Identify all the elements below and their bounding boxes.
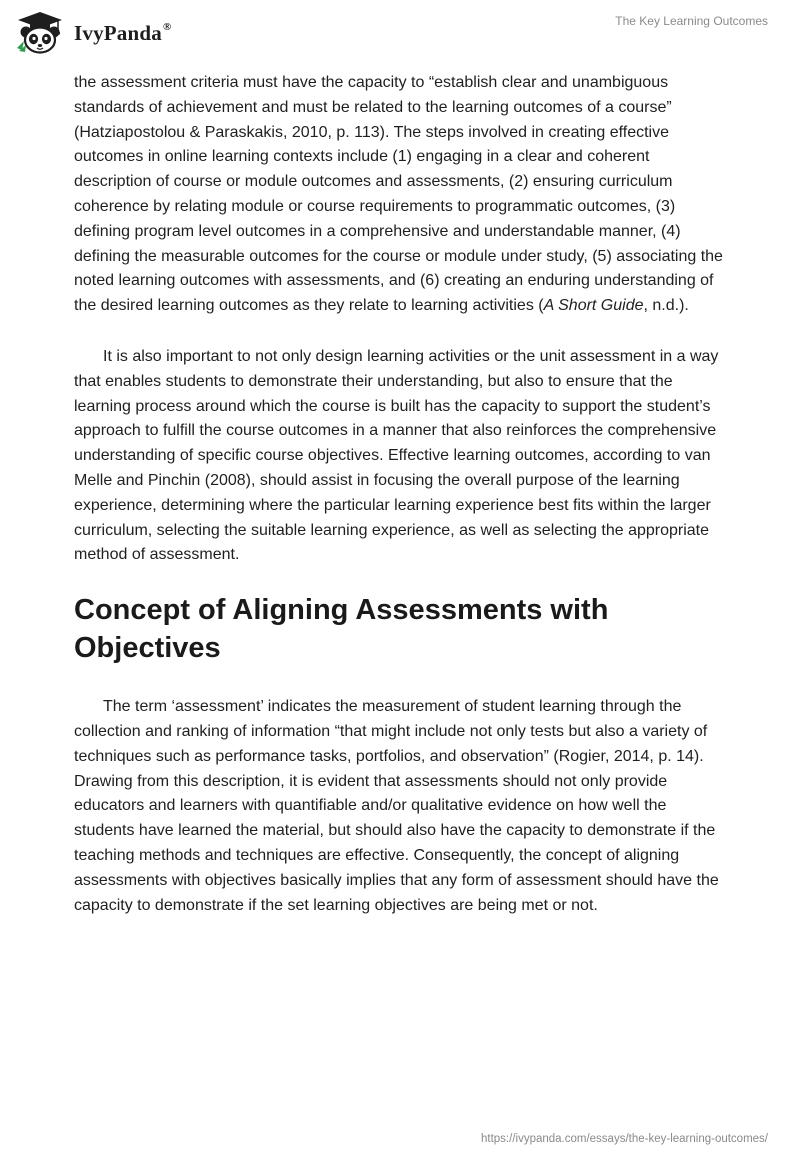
essay-content (74, 71, 730, 918)
brand-logo[interactable] (14, 10, 171, 54)
panda-graduate-icon (14, 10, 66, 54)
paragraph-3: The term ‘assessment’ indicates the measurement of student learning through the collection and ranking of information “that might include not only tests but also a variety of techniques such as performance tasks, portfolios, and observation” (Rogier, 2014, p. 14). Drawing from this description, it is evident that assessments should not only provide educators and learners with quantifiable and/or qualitative evidence on how well the students have learned the material, but should also have the capacity to demonstrate if the teaching methods and techniques are effective. Consequently, the concept of aligning assessments with objectives basically implies that any form of assessment should have the capacity to demonstrate if the set learning objectives are being met or not. (74, 698, 719, 914)
paragraph-1-text: the assessment criteria must have the capacity to “establish clear and unambiguous standards of achievement and must be related to the learning outcomes of a course” (Hatziapostolou & Paraskakis, 2010, p. 113). The steps involved in creating effective outcomes in online learning contexts include (1) engaging in a clear and coherent description of course or module outcomes and assessments, (2) ensuring curriculum coherence by relating module or course requirements to programmatic outcomes, (3) defining program level outcomes in a comprehensive and understandable manner, (4) defining the measurable outcomes for the course or module under study, (5) associating the noted learning outcomes with assessments, and (6) creating an enduring understanding of the desired learning outcomes as they relate to learning activities ( (74, 74, 723, 315)
brand-name: IvyPanda® (74, 20, 172, 45)
source-url-link[interactable]: https://ivypanda.com/essays/the-key-learning-outcomes/ (481, 1133, 768, 1145)
section-heading: Concept of Aligning Assessments with Objectives (74, 594, 609, 665)
registered-mark: ® (162, 20, 172, 33)
page-header (0, 0, 800, 64)
document-title: The Key Learning Outcomes (615, 14, 768, 28)
citation-italic: A Short Guide (543, 297, 644, 315)
paragraph-2: It is also important to not only design learning activities or the unit assessment in a way that enables students to demonstrate their understanding, but also to ensure that the learning process around which the course is built has the capacity to support the student’s approach to fulfill the course outcomes in a manner that also reinforces the comprehensive understanding of specific course objectives. Effective learning outcomes, according to van Melle and Pinchin (2008), should assist in focusing the overall purpose of the learning experience, determining where the particular learning experience best fits within the larger curriculum, selecting the suitable learning experience, as well as selecting the appropriate method of assessment. (74, 347, 719, 564)
paragraph-1-end: , n.d.). (643, 297, 689, 315)
paragraph-1 (74, 71, 730, 319)
